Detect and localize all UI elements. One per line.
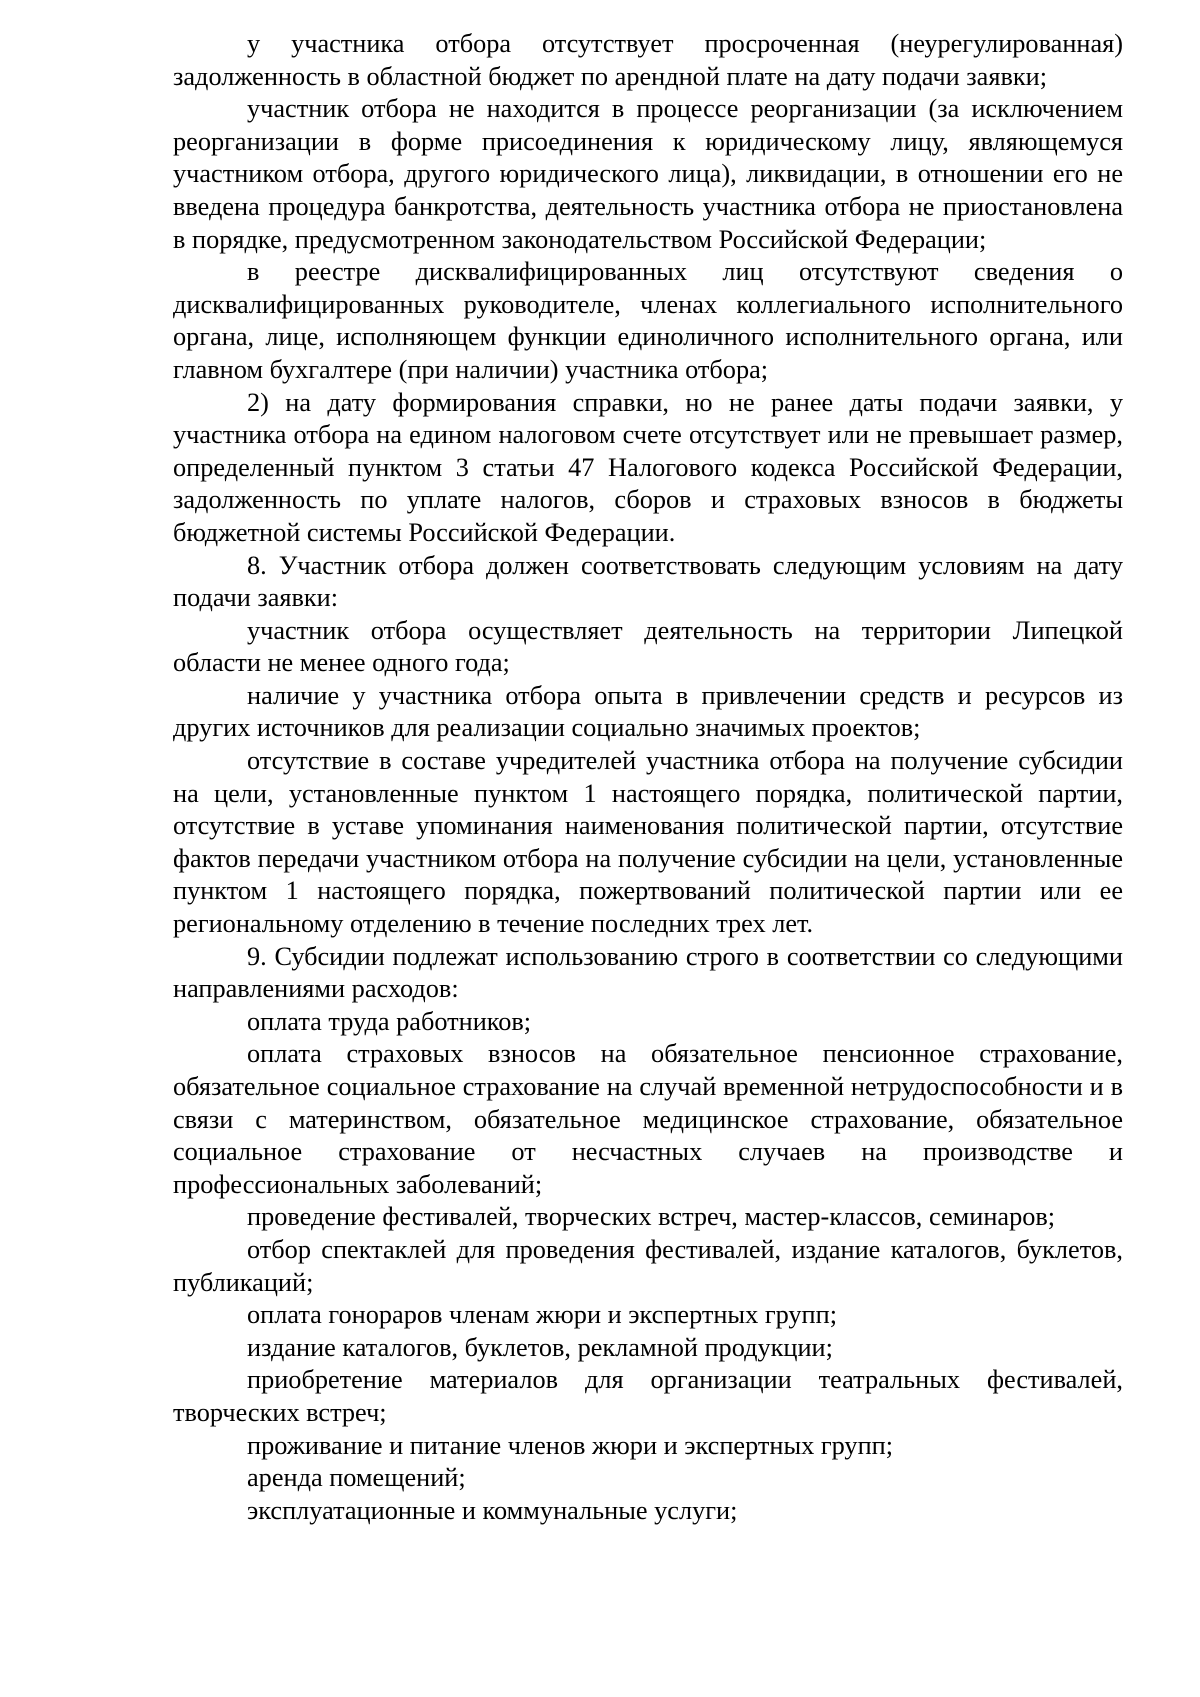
- list-item-festivals: проведение фестивалей, творческих встреч, мастер-классов, семинаров;: [247, 1202, 1056, 1232]
- list-item-rent: аренда помещений;: [247, 1463, 466, 1493]
- paragraph-political-party: отсутствие в составе учредителей участника отбора на получение субсидии на цели, установленные пунктом 1 настоящего порядка, политической партии, отсутствие в уставе упоминания наименования политической партии, отсутствие фактов передачи участником отбора на получение субсидии на цели, установленные пунктом 1 настоящего порядка, пожертвований политической партии или ее региональному отделению в течение последних трех лет.: [173, 746, 1123, 939]
- paragraph-section-9: 9. Субсидии подлежат использованию строго в соответствии со следующими направлениями расходов:: [173, 941, 1123, 1004]
- paragraph-no-reorganization: участник отбора не находится в процессе реорганизации (за исключением реорганизации в форме присоединения к юридическому лицу, являющемуся участником отбора, другого юридического лица), ликвидации, в отношении его не введена процедура банкротства, деятельность участника отбора не приостановлена в порядке, предусмотренном законодательством Российской Федерации;: [173, 94, 1123, 254]
- list-item-labor: оплата труда работников;: [247, 1006, 532, 1036]
- paragraph-disqualified-registry: в реестре дисквалифицированных лиц отсутствуют сведения о дисквалифицированных руководителе, членах коллегиального исполнительного органа, лице, исполняющем функции единоличного исполнительного органа, или главном бухгалтере (при наличии) участника отбора;: [173, 257, 1123, 384]
- paragraph-tax-account: 2) на дату формирования справки, но не ранее даты подачи заявки, у участника отбора на едином налоговом счете отсутствует или не превышает размер, определенный пунктом 3 статьи 47 Налогового кодекса Российской Федерации, задолженность по уплате налогов, сборов и страховых взносов в бюджеты бюджетной системы Российской Федерации.: [173, 387, 1123, 547]
- list-item-materials: приобретение материалов для организации театральных фестивалей, творческих встреч;: [173, 1365, 1123, 1427]
- list-item-performances: отбор спектаклей для проведения фестивалей, издание каталогов, буклетов, публикаций;: [173, 1234, 1123, 1297]
- list-item-jury-fees: оплата гонораров членам жюри и экспертных групп;: [247, 1300, 838, 1330]
- list-item-insurance: оплата страховых взносов на обязательное пенсионное страхование, обязательное социальное страхование на случай временной нетрудоспособности и в связи с материнством, обязательное медицинское страхование, обязательное социальное страхование от несчастных случаев на производстве и профессиональных заболеваний;: [173, 1039, 1123, 1199]
- list-item-utilities: эксплуатационные и коммунальные услуги;: [247, 1495, 738, 1525]
- paragraph-experience: наличие у участника отбора опыта в привлечении средств и ресурсов из других источников для реализации социально значимых проектов;: [173, 680, 1123, 743]
- paragraph-section-8: 8. Участник отбора должен соответствовать следующим условиям на дату подачи заявки:: [173, 550, 1123, 613]
- list-item-accommodation: проживание и питание членов жюри и экспертных групп;: [247, 1430, 894, 1460]
- paragraph-lipetsk-activity: участник отбора осуществляет деятельность на территории Липецкой области не менее одного года;: [173, 615, 1123, 678]
- document-page: [173, 28, 1123, 1527]
- paragraph-arrears-rent: у участника отбора отсутствует просроченная (неурегулированная) задолженность в областной бюджет по арендной плате на дату подачи заявки;: [173, 29, 1123, 91]
- list-item-catalogs: издание каталогов, буклетов, рекламной продукции;: [247, 1332, 833, 1362]
